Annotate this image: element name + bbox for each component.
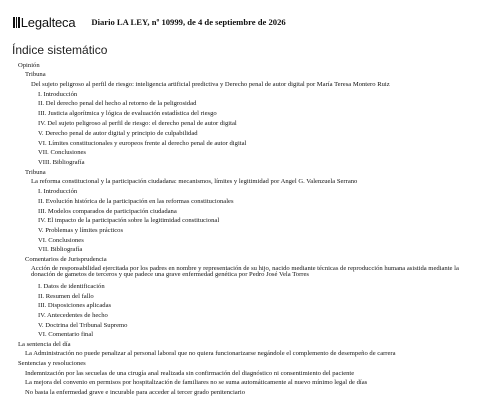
section-heading[interactable]: Sentencias y resoluciones [18,360,86,367]
logo-bars-icon [13,17,20,28]
issue-title: Diario LA LEY, nº 10999, de 4 de septiembre de 2026 [91,17,286,27]
article-section[interactable]: IV. Del sujeto peligroso al perfil de riesgo: el derecho penal de autor digital [38,120,237,127]
subsection-heading[interactable]: Tribuna [25,71,46,78]
article-title[interactable]: La mejora del convenio en permisos por hospitalización de familiares no se suma automáticamente al nuevo mínimo legal de días [25,379,368,386]
article-section[interactable]: III. Modelos comparados de participación ciudadana [38,208,177,215]
section-heading[interactable]: Opinión [18,62,40,69]
subsection-heading[interactable]: Comentarios de Jurisprudencia [25,256,107,263]
article-title[interactable]: La reforma constitucional y la participación ciudadana: mecanismos, límites y legitimidad por Angel G. Valenzuela Serrano [31,178,358,185]
article-section[interactable]: VI. Límites constitucionales y europeos frente al derecho penal de autor digital [38,140,247,147]
article-section[interactable]: VI. Comentario final [38,331,94,338]
article-section[interactable]: VI. Conclusiones [38,237,84,244]
subsection-heading[interactable]: Tribuna [25,169,46,176]
logo-text: Legalteca [20,14,76,30]
article-section[interactable]: II. Resumen del fallo [38,293,94,300]
article-section[interactable]: V. Problemas y límites prácticos [38,227,124,234]
article-title[interactable]: La Administración no puede penalizar al personal laboral que no quiera funcionarizarse negándole el complemento de desempeño de carrera [25,350,396,357]
article-section[interactable]: IV. El impacto de la participación sobre la legitimidad constitucional [38,217,220,224]
section-heading[interactable]: La sentencia del día [18,341,71,348]
article-title[interactable]: Indemnización por las secuelas de una cirugía anal realizada sin confirmación del diagnóstico ni consentimiento del paciente [25,370,355,377]
article-section[interactable]: II. Evolución histórica de la participación en las reformas constitucionales [38,198,234,205]
article-section[interactable]: II. Del derecho penal del hecho al retorno de la peligrosidad [38,100,197,107]
article-section[interactable]: I. Introducción [38,188,78,195]
article-title[interactable]: Del sujeto peligroso al perfil de riesgo: inteligencia artificial predictiva y Derecho penal de autor digital por María Teresa Montero Ruiz [31,81,390,88]
article-section[interactable]: I. Datos de identificación [38,283,105,290]
article-section[interactable]: III. Justicia algorítmica y lógica de evaluación estadística del riesgo [38,110,217,117]
article-title[interactable]: Acción de responsabilidad ejercitada por los padres en nombre y representación de su hijo, nacido mediante técnicas de reproducción humana asistida mediante la donación de gametos de terceros y que padece una grave enfermedad genética por Pedro José Vela Torres [31,265,459,279]
legalteca-logo[interactable] [13,15,75,30]
article-section[interactable]: I. Introducción [38,91,78,98]
header [13,13,286,31]
article-section[interactable]: III. Disposiciones aplicadas [38,302,112,309]
article-section[interactable]: V. Doctrina del Tribunal Supremo [38,322,128,329]
article-section[interactable]: VIII. Bibliografía [38,159,85,166]
index-title: Índice sistemático [12,43,108,57]
article-section[interactable]: IV. Antecedentes de hecho [38,312,108,319]
article-section[interactable]: V. Derecho penal de autor digital y principio de culpabilidad [38,130,198,137]
article-section[interactable]: VII. Conclusiones [38,149,86,156]
article-section[interactable]: VII. Bibliografía [38,246,83,253]
article-title[interactable]: No basta la enfermedad grave e incurable para acceder al tercer grado penitenciario [25,389,246,396]
